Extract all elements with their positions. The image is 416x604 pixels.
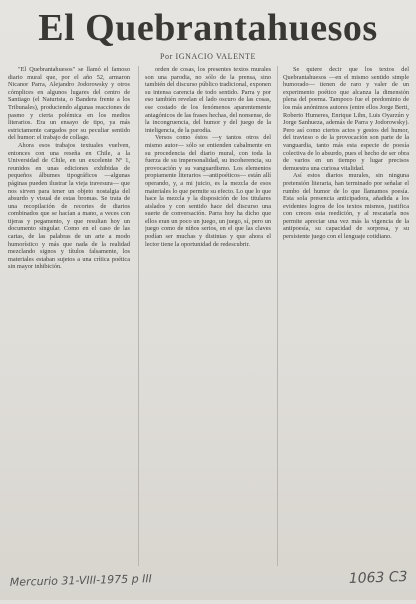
column-paragraph: Se quiere decir que los textos del Quebrantahuesos —en el mismo sentido simple humorado— tienen de raro y valer de un experimento poético que alcanza la dimensión plena del poema. Tampoco fue el predominio de los más anónimos autores (entre ellos Jorge Berti, Roberto Humeres, Enrique Lihn, Luis Oyarzún y Jorge Sanhueza, además de Parra y Jodorowsky). Pero así como ciertos actos y gestos del humor, del travieso o de la provocación son parte de la vanguardia, tanto más esta especie de poesía colectiva de lo absurdo, pues el hecho de ser obra de varios en un tiempo y lugar precisos demuestra una curiosa vitalidad. bbox=[283, 66, 409, 172]
column-paragraph: orden de cosas, los presentes textos murales son una parodia, no sólo de la prensa, sino también del discurso público tradicional, exponen su intensa carencia de todo sentido. Parra y por eso también revelan el lado oscuro de las cosas, ese costado de los fenómenos aparentemente antagónicos de las frases hechas, del nonsense, de la incongruencia, del humor y del juego de la inteligencia, de la parodia. bbox=[145, 66, 271, 134]
column-divider bbox=[277, 66, 278, 566]
handwritten-catalog-number: 1063 C3 bbox=[348, 568, 409, 588]
article-byline: Por IGNACIO VALENTE bbox=[160, 52, 256, 61]
column-paragraph: "El Quebrantahuesos" se llamó el famoso diario mural que, por el año 52, armaron Nicanor Parra, Alejandro Jodorowsky y otros cómplices en algunos lugares del centro de Santiago (el Naturista, o Bandera frente a los Tribunales), produciendo algunas reacciones de pasmo y cierta polémica en los medios literarios. Era un ensayo de tipo, ya más estrictamente cargados por su peculiar sentido del humor: el trabajo de collage. bbox=[8, 66, 130, 142]
article-column-3 bbox=[283, 66, 409, 566]
column-paragraph: Ahora esos trabajos textuales vuelven, entonces con una reseña en Chile, a la Universidad de Chile, en un excelente Nº 1, reunidos en unas ediciones exhibidas de pequeños álbumes tipográficos —algunas páginas pueden ilustrar la vieja travesura— que nos sirven para tener un objeto nostalgia del absurdo y visual de estas bromas. Se trata de una recopilación de recortes de diarios combinados que se hacían a mano, a veces con tijeras y pegamento, y que resultan hoy un documento singular. Como en el caso de las cartas, de las palabras de un arte a modo humorístico y más que nada de la realidad mezclando signos y títulos falsamente, los materiales estaban sujetos a una crítica poética sin mayor inhibición. bbox=[8, 141, 130, 271]
column-paragraph: Así estos diarios murales, sin ninguna pretensión literaria, han terminado por señalar el rumbo del humor de lo que llamamos poesía. Esta sola presencia anticipadora, añadida a los evidentes logros de los textos mismos, justifica con creces esta reedición, y al rescatarla nos permite apreciar una vez más la vigencia de la antipoesía, su capacidad de sorpresa, y su persistente juego con el lenguaje cotidiano. bbox=[283, 172, 409, 241]
article-column-2 bbox=[145, 66, 271, 566]
article-title: El Quebrantahuesos bbox=[38, 7, 378, 49]
column-divider bbox=[138, 66, 139, 566]
article-column-1 bbox=[8, 66, 130, 566]
handwritten-source-note: Mercurio 31-VIII-1975 p III bbox=[9, 572, 153, 589]
column-paragraph: Versos como éstos —y tantos otros del mismo autor— sólo se entienden cabalmente en su procedencia del diario mural, con toda la fuerza de su impersonalidad, su incoherencia, su provocación y su vanguardismo. Los elementos propiamente literarios —antipoéticos— están allí operando, y, a mi juicio, es la mezcla de esos materiales lo que permite su efecto. Lo que lo que hace la mezcla y la disposición de los titulares aislados y con sentido hace del discurso una suerte de conversación. Parra hoy ha dicho que ellos eran un poco un juego, un juego, sí, pero un juego como de niños serios, en el que las claves podían ser muchas y distintas y que ahora el lector tiene la oportunidad de redescubrir. bbox=[145, 134, 271, 248]
